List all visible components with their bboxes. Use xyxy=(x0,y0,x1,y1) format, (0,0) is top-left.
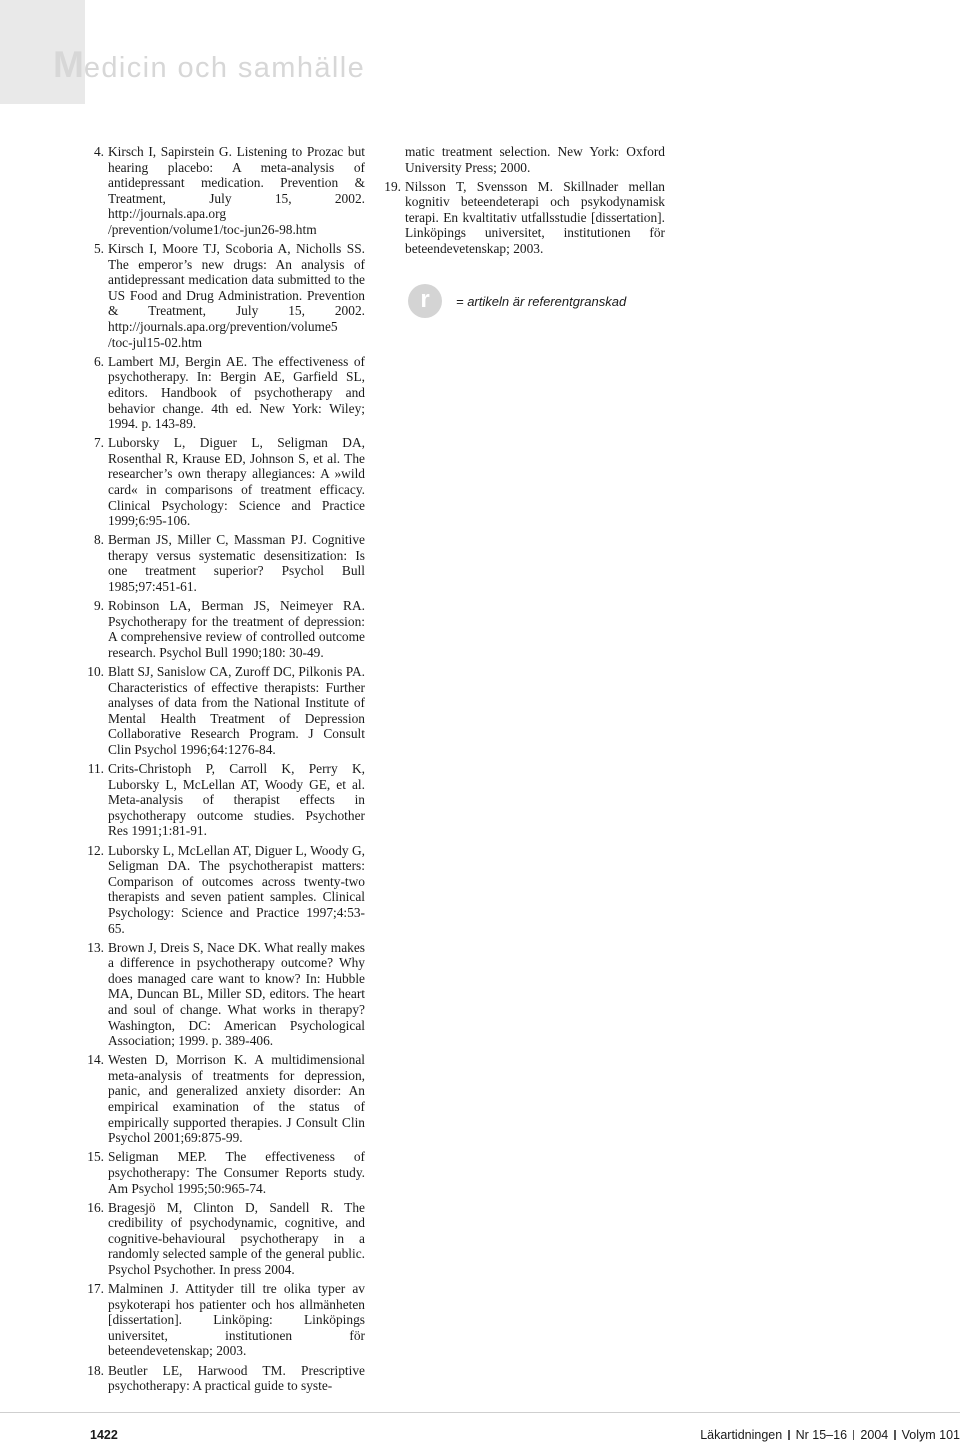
reference-18-continuation: matic treatment selection. New York: Oxford University Press; 2000. xyxy=(405,144,665,175)
reference-text: Robinson LA, Berman JS, Neimeyer RA. Psychotherapy for the treatment of depression: A comprehensive review of controlled outcome research. Psychol Bull 1990;180: 30-49. xyxy=(108,598,365,660)
reference-text: Kirsch I, Moore TJ, Scoboria A, Nicholls SS. The emperor’s new drugs: An analysis of antidepressant medication data submitted to the US Food and Drug Administration. Prevention & Treatment, July 15, 2002. http://journals.apa.org/prevention/volume5 /toc-jul15-02.htm xyxy=(108,241,365,350)
badge-letter: r xyxy=(420,285,430,313)
references-left-column xyxy=(87,144,365,1397)
reference-item xyxy=(87,1199,365,1278)
journal-volume: Volym 101 xyxy=(901,1428,960,1442)
journal-issue: Nr 15–16 xyxy=(795,1428,848,1442)
reference-number: 8. xyxy=(93,532,104,548)
reference-number: 7. xyxy=(93,435,104,451)
reference-item xyxy=(90,435,365,529)
reference-number: 14. xyxy=(87,1052,104,1068)
reference-text: Westen D, Morrison K. A multidimensional meta-analysis of treatments for depression, panic, and generalized anxiety disorder: An empirical examination of the status of empirically supported therapies. J Consult Clin Psychol 2001;69:875-99. xyxy=(108,1052,365,1146)
journal-year: 2004 xyxy=(860,1428,889,1442)
legend-text: = artikeln är referentgranskad xyxy=(456,293,627,309)
reference-item xyxy=(87,1052,365,1146)
reference-item xyxy=(90,532,365,594)
footer-divider xyxy=(0,1412,960,1413)
reference-text: Blatt SJ, Sanislow CA, Zuroff DC, Pilkonis PA. Characteristics of effective therapists: Further analyses of data from the National Institute of Mental Health Treatment of Depression Collaborative Research Program. J Consult Clin Psychol 1996;64:1276-84. xyxy=(108,664,365,757)
reference-number: 5. xyxy=(93,241,104,257)
reference-text: Seligman MEP. The effectiveness of psychotherapy: The Consumer Reports study. Am Psychol 1995;50:965-74. xyxy=(108,1149,365,1196)
reference-text: Kirsch I, Sapirstein G. Listening to Prozac but hearing placebo: A meta-analysis of antidepressant medication. Prevention & Treatment, July 15, 2002. http://journals.apa.org /prevention/volume1/toc-jun26-98.htm xyxy=(108,144,365,237)
reference-item xyxy=(87,842,365,937)
reference-number: 11. xyxy=(87,761,104,777)
reference-number: 9. xyxy=(93,598,104,614)
reference-number: 15. xyxy=(87,1149,104,1165)
reference-number: 13. xyxy=(87,939,104,955)
journal-name: Läkartidningen xyxy=(700,1428,783,1442)
reference-item xyxy=(87,761,365,839)
reference-number: 19. xyxy=(384,178,401,194)
reference-item xyxy=(87,939,365,1049)
reference-item xyxy=(90,144,365,238)
separator xyxy=(788,1430,789,1440)
reference-number: 6. xyxy=(93,353,104,369)
reference-item xyxy=(384,178,665,257)
page-number: 1422 xyxy=(90,1428,118,1442)
separator xyxy=(853,1430,854,1440)
section-title-rest: edicin och samhälle xyxy=(83,52,366,84)
reference-item xyxy=(90,598,365,660)
reference-item xyxy=(87,664,365,758)
reference-text: Crits-Christoph P, Carroll K, Perry K, Luborsky L, McLellan AT, Woody GE, et al. Meta-analysis of therapist effects in psychotherapy outcome studies. Psychother Res 1991;1:81-91. xyxy=(108,761,365,839)
section-title-initial: M xyxy=(53,44,84,85)
peer-review-badge-icon xyxy=(408,284,442,318)
reference-item xyxy=(87,1362,365,1394)
reference-item xyxy=(87,1149,365,1196)
peer-review-legend xyxy=(408,284,626,318)
reference-text: Brown J, Dreis S, Nace DK. What really makes a difference in psychotherapy outcome? Why does managed care want to know? In: Hubble MA, Duncan BL, Miller SD, editors. The heart and soul of change. What works in therapy? Washington, DC: American Psychological Association; 1999. p. 389-406. xyxy=(108,939,365,1049)
reference-number: 17. xyxy=(87,1281,104,1297)
reference-text: Beutler LE, Harwood TM. Prescriptive psychotherapy: A practical guide to syste- xyxy=(108,1362,365,1394)
reference-item xyxy=(90,241,365,350)
reference-item xyxy=(90,354,365,432)
reference-number: 10. xyxy=(87,664,104,679)
reference-item xyxy=(87,1281,365,1359)
section-title xyxy=(53,46,365,83)
reference-text: Nilsson T, Svensson M. Skillnader mellan kognitiv beteendeterapi och psykodynamisk terapi. En kvaltitativ utfallsstudie [dissertation]. Linköpings universitet, institutionen för beteendevetenskap; 2003. xyxy=(405,178,665,257)
reference-text: Luborsky L, McLellan AT, Diguer L, Woody G, Seligman DA. The psychotherapist matters: Comparison of outcomes across twenty-two therapists and seven patient samples. Clinical Psychology: Science and Practice 1997;4:53-65. xyxy=(108,842,365,936)
reference-number: 18. xyxy=(87,1362,104,1378)
reference-number: 4. xyxy=(93,144,104,159)
references-right-column xyxy=(384,144,665,260)
reference-text: Berman JS, Miller C, Massman PJ. Cognitive therapy versus systematic desensitization: Is one treatment superior? Psychol Bull 1985;97:451-61. xyxy=(108,532,365,595)
reference-text: Malminen J. Attityder till tre olika typer av psykoterapi hos patienter och hos allmänheten [dissertation]. Linköping: Linköpings universitet, institutionen för beteendevetenskap; 2003. xyxy=(108,1281,365,1359)
separator xyxy=(894,1430,895,1440)
reference-text: Lambert MJ, Bergin AE. The effectiveness of psychotherapy. In: Bergin AE, Garfield SL, editors. Handbook of psychotherapy and behavior change. 4th ed. New York: Wiley; 1994. p. 143-89. xyxy=(108,353,365,432)
reference-text: Bragesjö M, Clinton D, Sandell R. The credibility of psychodynamic, cognitive, and cognitive-behavioural psychotherapy in a randomly selected sample of the general public. Psychol Psychother. In press 2004. xyxy=(108,1199,365,1277)
journal-info xyxy=(700,1428,960,1442)
reference-number: 16. xyxy=(87,1199,104,1215)
reference-number: 12. xyxy=(87,842,104,858)
reference-text: Luborsky L, Diguer L, Seligman DA, Rosenthal R, Krause ED, Johnson S, et al. The researcher’s own therapy allegiances: A »wild card« in comparisons of treatment efficacy. Clinical Psychology: Science and Practice 1999;6:95-106. xyxy=(108,435,365,529)
